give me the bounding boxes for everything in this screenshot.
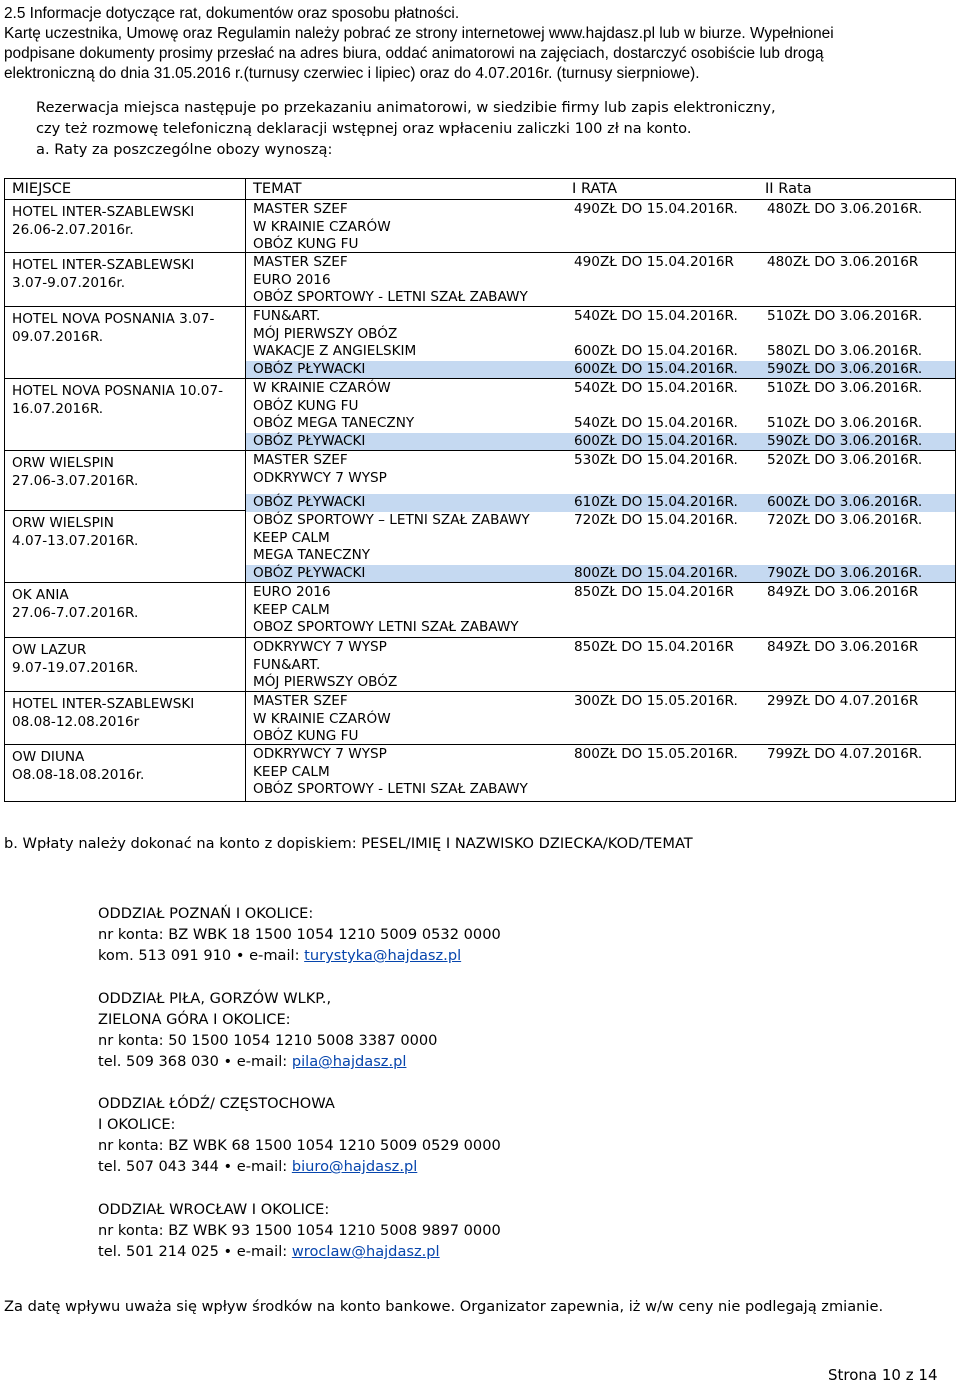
place-line: 3.07-9.07.2016r. [12,274,126,291]
topic-line: MÓJ PIERWSZY OBÓZ [253,674,398,690]
place-cell [12,204,232,239]
footer-note: Za datę wpływu uważa się wpływ środków na konto bankowe. Organizator zapewnia, iż w/w ceny nie podlegają zmianie. [4,1298,884,1315]
header-rate1: I RATA [572,180,618,197]
rates-intro: a. Raty za poszczególne obozy wynoszą: [36,141,333,158]
topic-cell [253,452,387,487]
payment-note: b. Wpłaty należy dokonać na konto z dopiskiem: PESEL/IMIĘ I NAZWISKO DZIECKA/KOD/TEMAT [4,835,693,852]
topic-line: ODKRYWCY 7 WYSP [253,639,387,655]
rate1-cell: 720ZŁ DO 15.04.2016R. [574,512,738,528]
rate2-cell: 510ZŁ DO 3.06.2016R. [767,380,923,396]
table-row [245,693,955,746]
place-line: 27.06-7.07.2016R. [12,604,139,621]
topic-line: OBÓZ SPORTOWY - LETNI SZAŁ ZABAWY [253,289,528,305]
header-paragraph-line: Kartę uczestnika, Umowę oraz Regulamin należy pobrać ze strony internetowej www.hajdasz.pl lub w biurze. Wypełnionei [4,25,834,42]
table-group [5,511,955,583]
header-rate2: II Rata [765,180,812,197]
topic-cell [253,584,519,637]
topic-line: OBÓZ PŁYWACKI [253,360,366,377]
rate1-cell: 600ZŁ DO 15.04.2016R. [574,343,738,359]
rate1-cell: 800ZŁ DO 15.05.2016R. [574,746,738,762]
rate2-cell: 590ZŁ DO 3.06.2016R. [767,360,923,377]
topic-cell [253,343,416,361]
place-line: HOTEL INTER-SZABLEWSKI [12,257,195,273]
branch-contact [98,1158,417,1176]
table-row [245,639,955,692]
header-place: MIEJSCE [12,180,72,197]
table-group [5,451,955,511]
topic-line: WAKACJE Z ANGIELSKIM [253,343,417,359]
rate2-cell: 480ZŁ DO 3.06.2016R. [767,201,923,217]
table-row [245,512,955,565]
place-cell [12,311,232,346]
rate2-cell: 600ZŁ DO 3.06.2016R. [767,494,923,510]
rate2-cell: 520ZŁ DO 3.06.2016R. [767,452,923,468]
topic-line: OBÓZ PŁYWACKI [253,494,366,510]
topic-cell [253,639,397,692]
place-cell [12,515,232,550]
rate1-cell: 800ZŁ DO 15.04.2016R. [574,564,738,581]
place-cell [12,749,232,784]
branch-line: ZIELONA GÓRA I OKOLICE: [98,1011,291,1028]
header-topic: TEMAT [253,180,302,197]
table-group [5,745,955,801]
topic-line: ODKRYWCY 7 WYSP [253,469,387,486]
rate1-cell: 530ZŁ DO 15.04.2016R. [574,452,738,468]
email-link[interactable]: pila@hajdasz.pl [291,1053,407,1070]
topic-line: OBÓZ SPORTOWY – LETNI SZAŁ ZABAWY [253,512,530,528]
rate2-cell: 799ZŁ DO 4.07.2016R. [767,746,923,762]
place-cell [12,587,232,622]
rate2-cell: 720ZŁ DO 3.06.2016R. [767,512,923,528]
rate1-cell: 850ZŁ DO 15.04.2016R [574,584,734,600]
rate1-cell: 540ZŁ DO 15.04.2016R. [574,380,738,396]
topic-cell [253,361,365,379]
place-line: ORW WIELSPIN [12,515,114,531]
table-body [5,200,955,801]
topic-cell [253,308,397,343]
place-cell [12,696,232,731]
reservation-line: Rezerwacja miejsca następuje po przekazaniu animatorowi, w siedzibie firmy lub zapis elektroniczny, [36,99,776,116]
page-number [828,1366,938,1384]
place-line: 27.06-3.07.2016R. [12,472,139,489]
topic-line: FUN&ART. [253,308,321,324]
rate1-cell: 610ZŁ DO 15.04.2016R. [574,494,738,510]
topic-line: MASTER SZEF [253,201,348,217]
branch-line: nr konta: BZ WBK 68 1500 1054 1210 5009 0529 0000 [98,1137,501,1154]
table-row [245,746,955,799]
topic-line: EURO 2016 [253,584,331,600]
place-cell [12,257,232,292]
branch-line: ODDZIAŁ WROCŁAW I OKOLICE: [98,1201,330,1218]
table-group [5,379,955,451]
topic-line: MÓJ PIERWSZY OBÓZ [253,325,398,342]
place-line: 09.07.2016R. [12,328,104,345]
header-paragraph-line: elektroniczną do dnia 31.05.2016 r.(turnusy czerwiec i lipiec) oraz do 4.07.2016r. (turnusy sierpniowe). [4,65,700,82]
topic-cell [253,494,365,512]
rate1-cell: 600ZŁ DO 15.04.2016R. [574,360,738,377]
topic-line: ODKRYWCY 7 WYSP [253,746,387,762]
topic-line: FUN&ART. [253,656,321,673]
place-line: 9.07-19.07.2016R. [12,659,139,676]
rate1-cell: 540ZŁ DO 15.04.2016R. [574,308,738,324]
place-line: HOTEL NOVA POSNANIA 10.07- [12,383,224,399]
table-row [245,415,955,433]
table-row [245,584,955,637]
email-link[interactable]: wroclaw@hajdasz.pl [291,1243,440,1260]
branch-line: nr konta: BZ WBK 93 1500 1054 1210 5008 9897 0000 [98,1222,501,1239]
topic-line: OBOZ SPORTOWY LETNI SZAŁ ZABAWY [253,619,519,635]
branch-line: nr konta: 50 1500 1054 1210 5008 3387 0000 [98,1032,438,1049]
topic-cell [253,512,530,565]
topic-line: OBÓZ KUNG FU [253,728,359,744]
contact-text: tel. 509 368 030 • e-mail: [98,1053,292,1070]
page-current: 10 [881,1366,901,1384]
topic-line: EURO 2016 [253,271,331,288]
topic-line: MASTER SZEF [253,452,348,468]
reservation-line: czy też rozmowę telefoniczną deklaracji wstępnej oraz wpłaceniu zaliczki 100 zł na konto. [36,120,692,137]
place-line: HOTEL NOVA POSNANIA 3.07- [12,311,215,327]
place-line: OW LAZUR [12,642,87,658]
table-row [245,494,955,512]
branch-line: ODDZIAŁ ŁÓDŹ/ CZĘSTOCHOWA [98,1095,335,1112]
rate2-cell: 299ZŁ DO 4.07.2016R [767,693,919,709]
place-line: 4.07-13.07.2016R. [12,532,139,549]
rate1-cell: 490ZŁ DO 15.04.2016R [574,254,734,270]
rate1-cell: 600ZŁ DO 15.04.2016R. [574,432,738,449]
place-line: 08.08-12.08.2016r [12,713,140,730]
topic-cell [253,433,365,451]
topic-line: W KRAINIE CZARÓW [253,710,391,727]
table-row [245,361,955,379]
table-row [245,433,955,451]
table-row [245,380,955,415]
topic-line: KEEP CALM [253,529,330,546]
branch-line: ODDZIAŁ POZNAŃ I OKOLICE: [98,905,314,922]
table-group [5,583,955,638]
topic-cell [253,693,391,746]
rate2-cell: 790ZŁ DO 3.06.2016R. [767,564,923,581]
branch-line: ODDZIAŁ PIŁA, GORZÓW WLKP., [98,990,332,1007]
topic-cell [253,380,391,415]
table-group [5,692,955,745]
rate2-cell: 849ZŁ DO 3.06.2016R [767,639,919,655]
table-group [5,200,955,253]
table-row [245,308,955,343]
topic-line: OBÓZ PŁYWACKI [253,564,366,581]
rate2-cell: 580ZL DO 3.06.2016R. [767,343,923,359]
place-line: 16.07.2016R. [12,400,104,417]
table-row [245,201,955,254]
rate2-cell: 510ZŁ DO 3.06.2016R. [767,415,923,431]
branch-contact [98,1053,406,1071]
rate2-cell: 510ZŁ DO 3.06.2016R. [767,308,923,324]
place-line: O8.08-18.08.2016r. [12,766,145,783]
place-cell [12,383,232,418]
branch-contact [98,1243,440,1261]
place-line: 26.06-2.07.2016r. [12,221,134,238]
rate1-cell: 540ZŁ DO 15.04.2016R. [574,415,738,431]
section-title: 2.5 Informacje dotyczące rat, dokumentów oraz sposobu płatności. [4,5,460,22]
topic-line: OBÓZ PŁYWACKI [253,432,366,449]
place-line: HOTEL INTER-SZABLEWSKI [12,696,195,712]
topic-line: OBÓZ MEGA TANECZNY [253,415,415,431]
table-group [5,638,955,692]
page-total: 14 [918,1366,938,1384]
table-group [5,253,955,307]
topic-line: MEGA TANECZNY [253,547,371,563]
place-cell [12,455,232,490]
topic-line: OBÓZ KUNG FU [253,397,359,414]
rate1-cell: 850ZŁ DO 15.04.2016R [574,639,734,655]
table-header-row [5,179,955,200]
branch-line: nr konta: BZ WBK 18 1500 1054 1210 5009 0532 0000 [98,926,501,943]
rate1-cell: 300ZŁ DO 15.05.2016R. [574,693,738,709]
contact-text: kom. 513 091 910 • e-mail: [98,947,305,964]
topic-cell [253,254,528,307]
rate2-cell: 590ZŁ DO 3.06.2016R. [767,432,923,449]
table-row [245,452,955,494]
place-cell [12,642,232,677]
column-divider [245,179,246,801]
place-line: OK ANIA [12,587,69,603]
header-paragraph-line: podpisane dokumenty prosimy przesłać na adres biura, oddać animatorowi na zajęciach, dostarczyć osobiście lub drogą [4,45,824,62]
topic-line: MASTER SZEF [253,693,348,709]
table-row [245,565,955,583]
topic-line: OBÓZ SPORTOWY - LETNI SZAŁ ZABAWY [253,781,528,797]
branch-line: I OKOLICE: [98,1116,176,1133]
email-link[interactable]: biuro@hajdasz.pl [291,1158,418,1175]
topic-cell [253,565,365,583]
table-row [245,343,955,361]
topic-line: W KRAINIE CZARÓW [253,380,391,396]
rate1-cell: 490ZŁ DO 15.04.2016R. [574,201,738,217]
rate2-cell: 480ZŁ DO 3.06.2016R [767,254,919,270]
email-link[interactable]: turystyka@hajdasz.pl [304,947,462,964]
topic-line: KEEP CALM [253,601,330,618]
page-label: Strona [828,1366,882,1384]
place-line: HOTEL INTER-SZABLEWSKI [12,204,195,220]
contact-text: tel. 507 043 344 • e-mail: [98,1158,292,1175]
place-line: OW DIUNA [12,749,85,765]
table-group [5,307,955,379]
place-line: ORW WIELSPIN [12,455,114,471]
rate2-cell: 849ZŁ DO 3.06.2016R [767,584,919,600]
topic-line: MASTER SZEF [253,254,348,270]
topic-line: OBÓZ KUNG FU [253,236,359,252]
page-sep: z [900,1366,919,1384]
rates-table [4,178,956,802]
topic-cell [253,415,414,433]
table-row [245,254,955,307]
topic-line: KEEP CALM [253,763,330,780]
topic-cell [253,746,528,799]
topic-line: W KRAINIE CZARÓW [253,218,391,235]
topic-cell [253,201,391,254]
contact-text: tel. 501 214 025 • e-mail: [98,1243,292,1260]
branch-contact [98,947,461,965]
